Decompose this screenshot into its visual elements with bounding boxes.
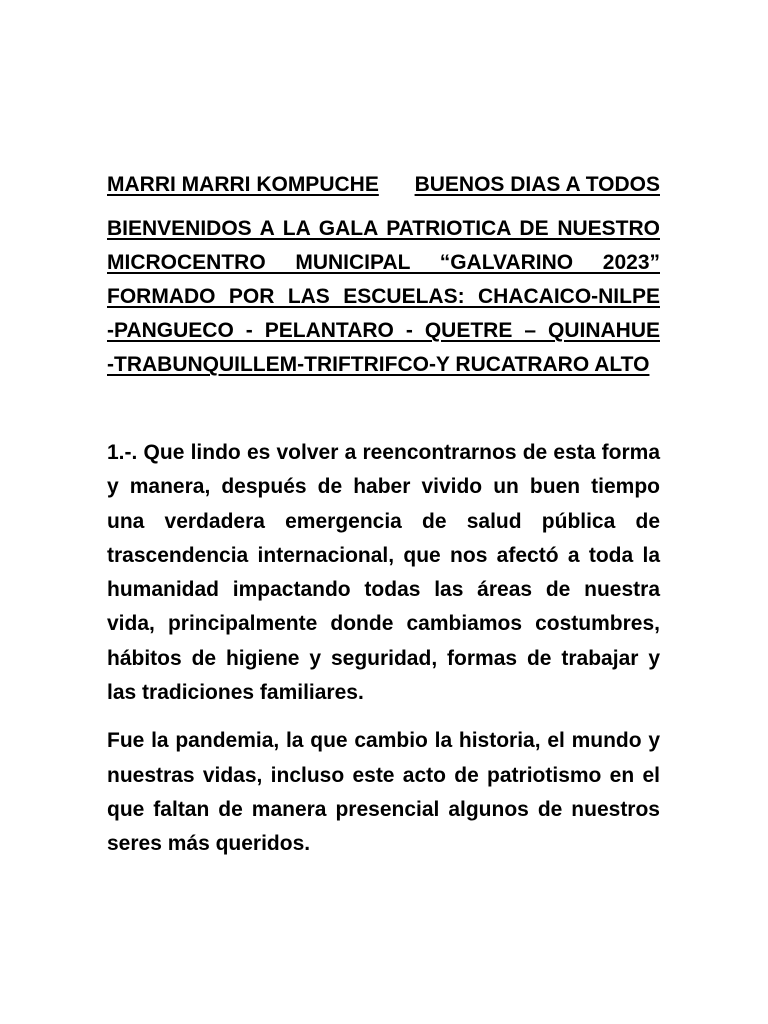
greeting-right: BUENOS DIAS A TODOS <box>414 173 660 196</box>
welcome-line: -TRABUNQUILLEM-TRIFTRIFCO-Y RUCATRARO ALTO <box>107 353 650 376</box>
document-page <box>107 168 660 862</box>
welcome-line: -PANGUECO - PELANTARO - QUETRE – QUINAHUE <box>107 319 660 342</box>
welcome-line: MICROCENTRO MUNICIPAL “GALVARINO 2023” <box>107 251 660 274</box>
paragraph-2: Fue la pandemia, la que cambio la historia, el mundo y nuestras vidas, incluso este acto de patriotismo en el que faltan de manera presencial algunos de nuestros seres más queridos. <box>107 729 660 856</box>
paragraph-1: 1.-. Que lindo es volver a reencontrarnos de esta forma y manera, después de haber vivido un buen tiempo una verdadera emergencia de salud pública de trascendencia internacional, que nos afectó a toda la humanidad impactando todas las áreas de nuestra vida, principalmente donde cambiamos costumbres, hábitos de higiene y seguridad, formas de trabajar y las tradiciones familiares. <box>107 441 660 705</box>
greeting-left: MARRI MARRI KOMPUCHE <box>107 173 379 196</box>
welcome-heading <box>107 212 660 382</box>
welcome-line: FORMADO POR LAS ESCUELAS: CHACAICO-NILPE <box>107 285 660 308</box>
welcome-line: BIENVENIDOS A LA GALA PATRIOTICA DE NUESTRO <box>107 217 660 240</box>
greeting-heading <box>107 168 660 202</box>
